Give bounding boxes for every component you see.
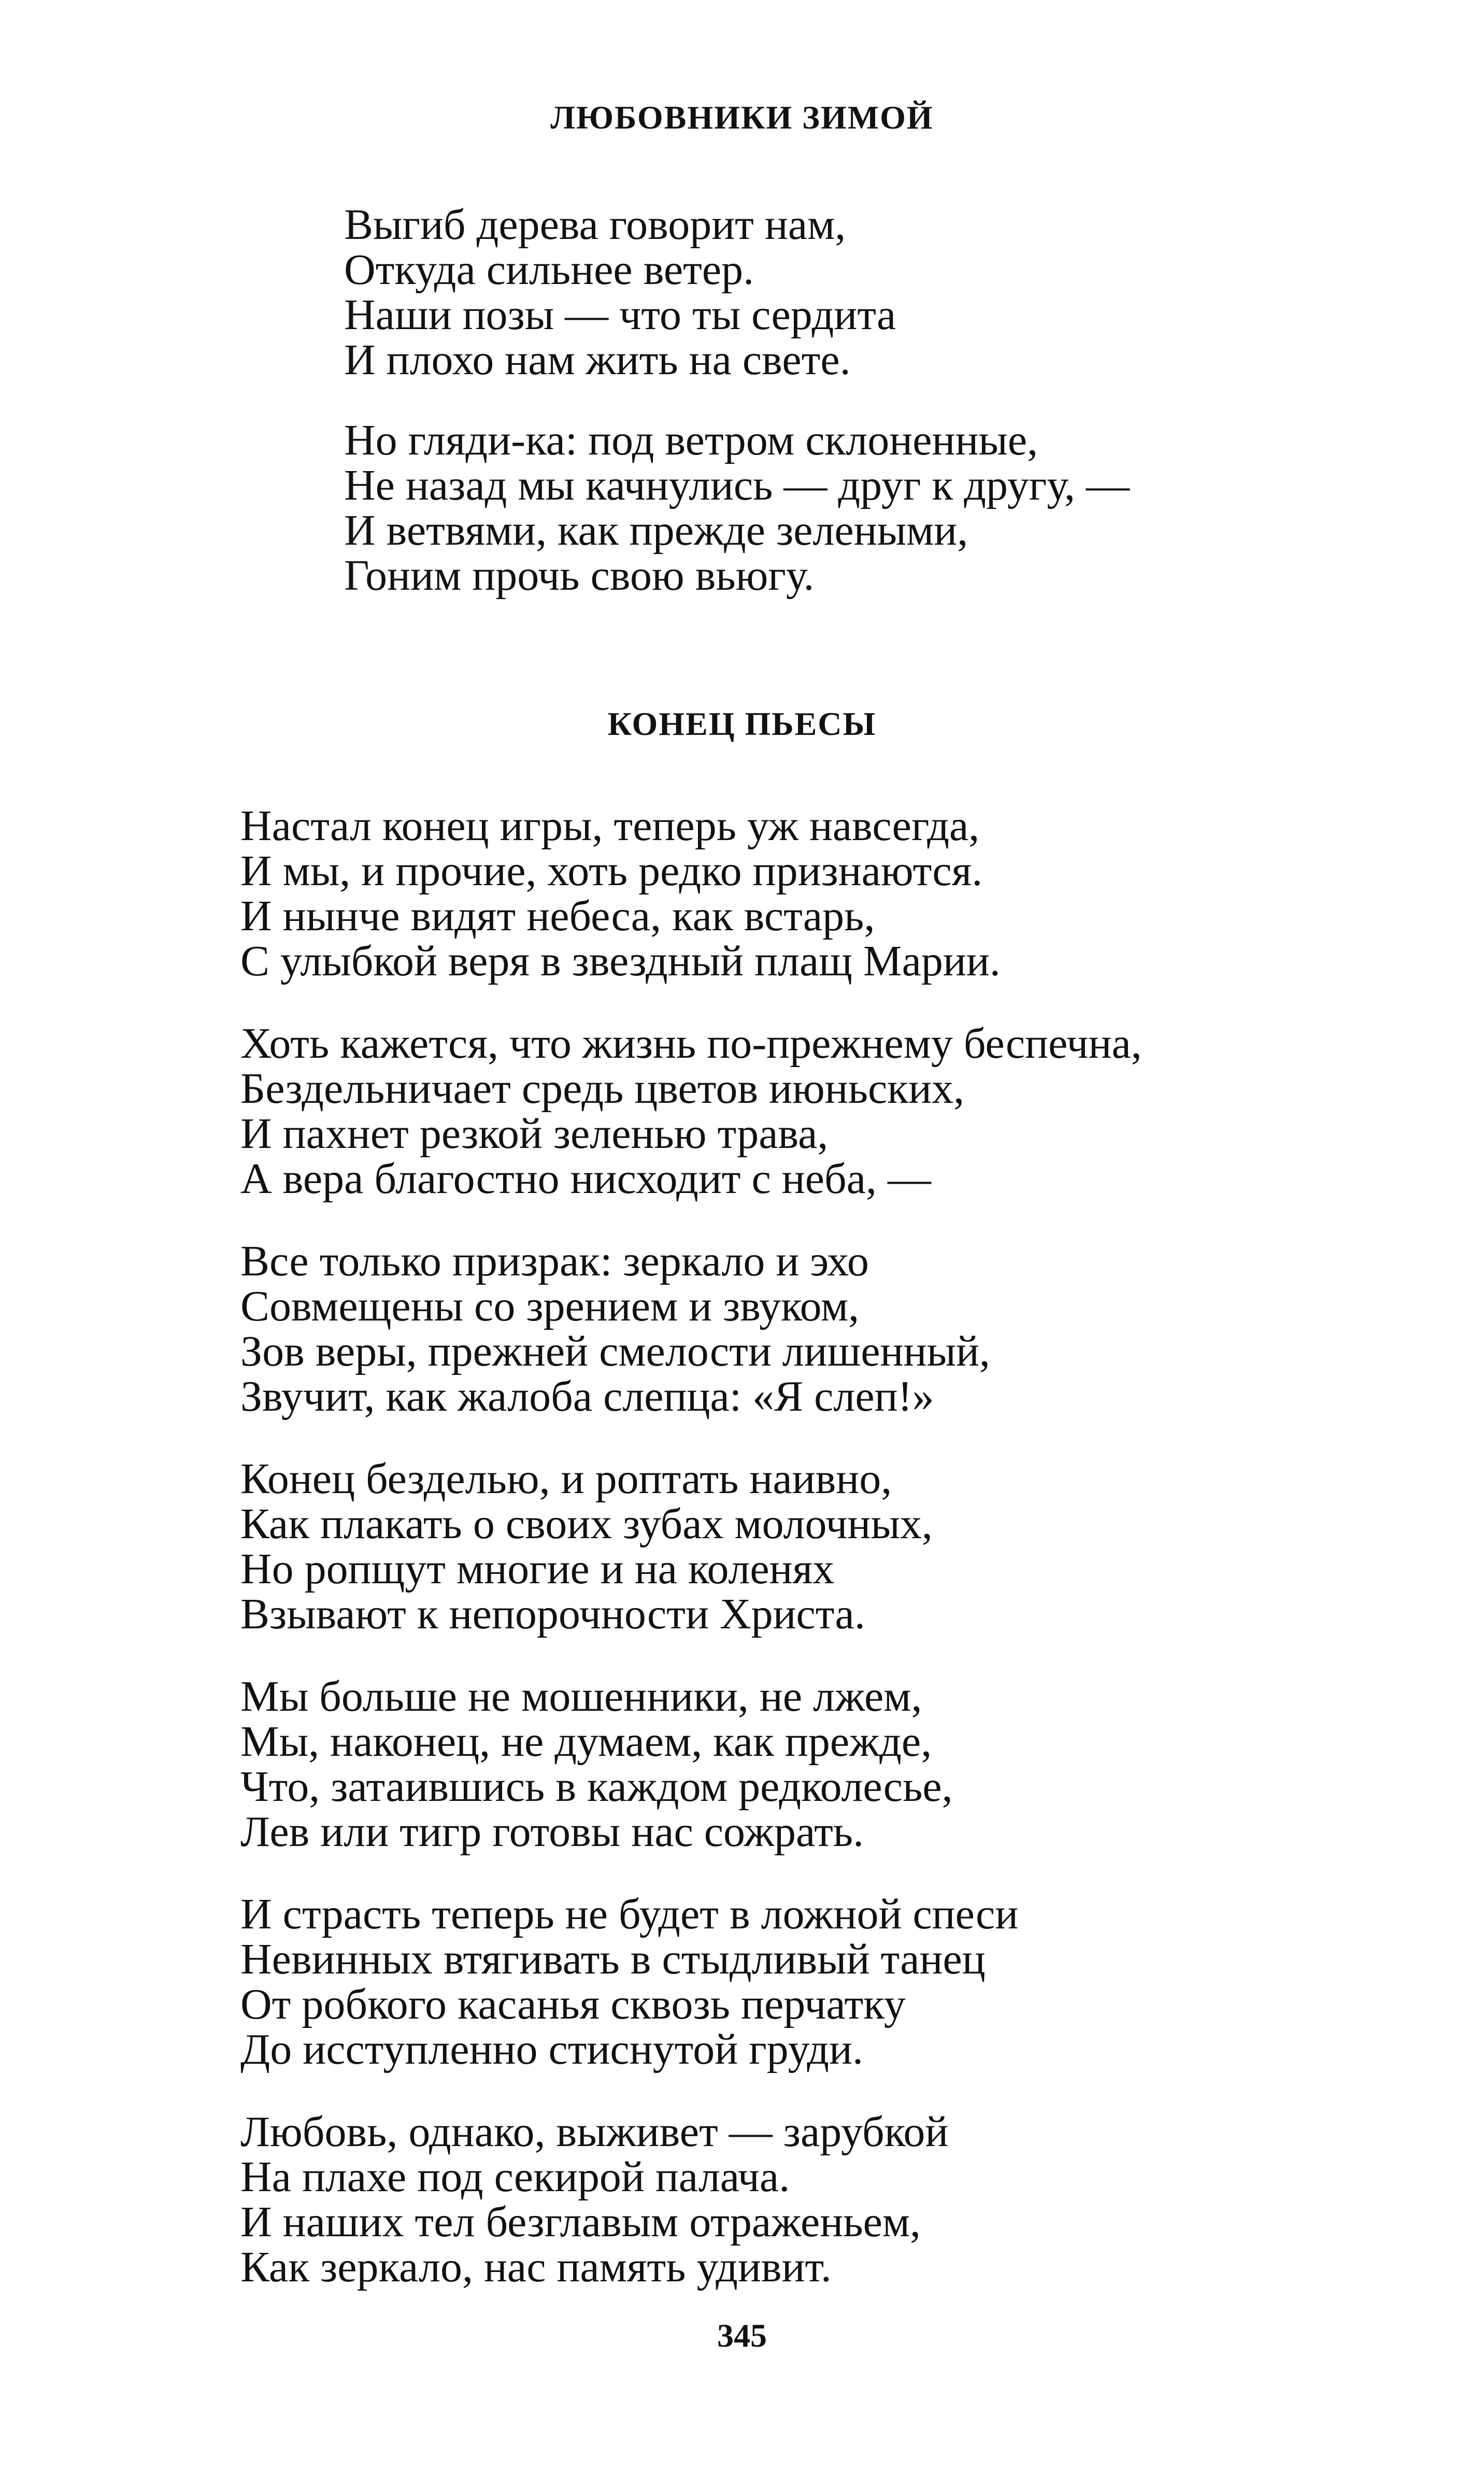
verse-line: Как зеркало, нас память удивит. <box>240 2243 832 2291</box>
poem-body <box>240 803 1142 2327</box>
verse-line: С улыбкой веря в звездный плащ Марии. <box>240 937 1001 985</box>
stanza <box>240 1674 1142 1854</box>
verse-line: И нынче видят небеса, как встарь, <box>240 892 875 940</box>
verse-line: И пахнет резкой зеленью трава, <box>240 1110 829 1158</box>
verse-line: На плахе под секирой палача. <box>240 2153 790 2201</box>
verse-line: Лев или тигр готовы нас сожрать. <box>240 1808 864 1856</box>
verse-line: И ветвями, как прежде зелеными, <box>344 506 968 555</box>
verse-line: Мы больше не мошенники, не лжем, <box>240 1672 922 1721</box>
verse-line: Что, затаившись в каждом редколесье, <box>240 1763 953 1811</box>
stanza <box>240 2109 1142 2290</box>
verse-line: А вера благостно нисходит с неба, — <box>240 1155 932 1203</box>
verse-line: Бездельничает средь цветов июньских, <box>240 1064 965 1113</box>
stanza <box>240 1239 1142 1419</box>
verse-line: От робкого касанья сквозь перчатку <box>240 1980 906 2028</box>
stanza <box>240 1892 1142 2072</box>
verse-line: Невинных втягивать в стыдливый танец <box>240 1935 986 1983</box>
verse-line: И страсть теперь не будет в ложной спеси <box>240 1890 1019 1938</box>
verse-line: Но ропщут многие и на коленях <box>240 1545 835 1593</box>
verse-line: Совмещены со зрением и звуком, <box>240 1282 860 1330</box>
verse-line: Наши позы — что ты сердита <box>344 291 896 339</box>
verse-line: Но гляди-ка: под ветром склоненные, <box>344 416 1038 464</box>
verse-line: Настал конец игры, теперь уж навсегда, <box>240 802 980 850</box>
verse-line: Мы, наконец, не думаем, как прежде, <box>240 1717 932 1766</box>
stanza <box>240 803 1142 984</box>
verse-line: Конец безделью, и роптать наивно, <box>240 1455 892 1503</box>
verse-line: Все только призрак: зеркало и эхо <box>240 1237 869 1285</box>
verse-line: И наших тел безглавым отраженьем, <box>240 2198 921 2246</box>
stanza <box>240 1456 1142 1637</box>
verse-line: Звучит, как жалоба слепца: «Я слеп!» <box>240 1372 934 1421</box>
stanza <box>344 418 1130 598</box>
verse-line: Взывают к непорочности Христа. <box>240 1590 865 1638</box>
poem-title: ЛЮБОВНИКИ ЗИМОЙ <box>550 99 934 136</box>
verse-line: Любовь, однако, выживет — зарубкой <box>240 2108 949 2156</box>
poem-body <box>344 202 1130 633</box>
page-number: 345 <box>717 2317 767 2354</box>
verse-line: Откуда сильнее ветер. <box>344 246 754 294</box>
verse-line: Как плакать о своих зубах молочных, <box>240 1500 933 1548</box>
verse-line: И мы, и прочие, хоть редко признаются. <box>240 847 983 895</box>
verse-line: Гоним прочь свою вьюгу. <box>344 551 815 600</box>
verse-line: Выгиб дерева говорит нам, <box>344 201 846 249</box>
stanza <box>240 1021 1142 1201</box>
verse-line: Хоть кажется, что жизнь по-прежнему беспечна, <box>240 1019 1142 1068</box>
verse-line: Не назад мы качнулись — друг к другу, — <box>344 461 1130 509</box>
verse-line: И плохо нам жить на свете. <box>344 336 851 384</box>
verse-line: До исступленно стиснутой груди. <box>240 2025 863 2074</box>
stanza <box>344 202 1130 382</box>
poem-title: КОНЕЦ ПЬЕСЫ <box>607 705 877 742</box>
verse-line: Зов веры, прежней смелости лишенный, <box>240 1327 990 1375</box>
